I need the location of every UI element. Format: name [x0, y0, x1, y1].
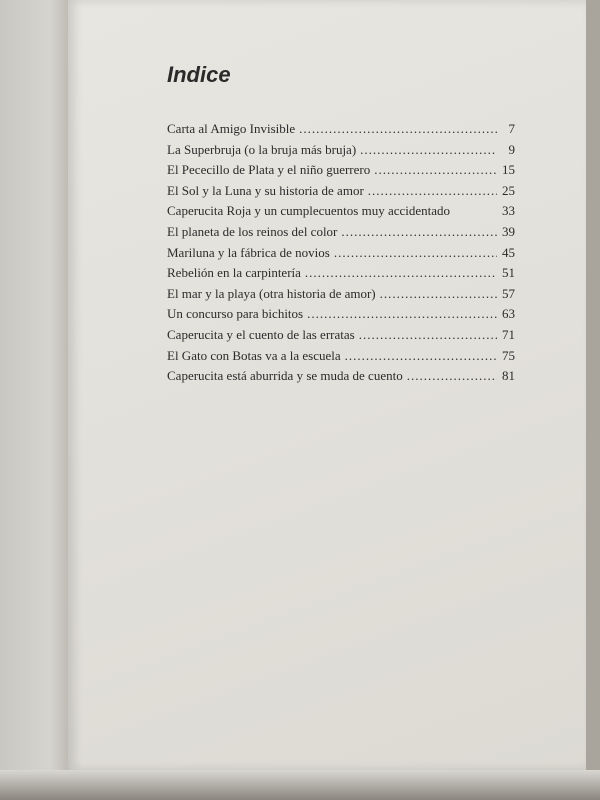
toc-entry: [167, 306, 515, 327]
entry-page: 63: [502, 306, 515, 322]
toc-entry: [167, 142, 515, 163]
dot-leader: [334, 245, 497, 261]
dot-leader: [345, 348, 497, 364]
toc-entry: [167, 162, 515, 183]
dot-leader: [407, 368, 497, 384]
dot-leader: [374, 162, 497, 178]
toc-entry: [167, 286, 515, 307]
entry-title: El Sol y la Luna y su historia de amor: [167, 182, 364, 198]
entry-page: 39: [502, 223, 515, 239]
entry-page: 75: [502, 347, 515, 363]
dot-leader: [380, 286, 497, 302]
toc-entry: [167, 327, 515, 348]
entry-title: Carta al Amigo Invisible: [167, 121, 296, 136]
entry-page: 45: [502, 244, 515, 260]
table-of-contents: [167, 121, 515, 389]
entry-page: 7: [508, 121, 515, 136]
entry-title: Rebelión en la carpintería: [167, 265, 301, 281]
entry-title: Caperucita está aburrida y se muda de cuento: [167, 368, 403, 384]
toc-entry: [167, 348, 515, 369]
toc-entry: [167, 203, 515, 224]
book-page: [68, 0, 586, 770]
entry-title: El Pececillo de Plata y el niño guerrero: [167, 162, 371, 178]
entry-page: 15: [502, 162, 515, 178]
dot-leader: [299, 121, 497, 137]
entry-title: La Superbruja (o la bruja más bruja): [167, 141, 357, 157]
dot-leader: [368, 183, 497, 199]
entry-page: 25: [502, 182, 515, 198]
page-bottom-edge: [0, 770, 600, 800]
dot-leader: [341, 224, 497, 240]
toc-entry: [167, 224, 515, 245]
dot-leader: [307, 306, 497, 322]
entry-page: 57: [502, 285, 515, 301]
dot-leader: [305, 265, 497, 281]
entry-page: 71: [502, 326, 515, 342]
entry-page: 33: [502, 203, 515, 219]
toc-entry: [167, 245, 515, 266]
entry-title: Caperucita Roja y un cumplecuentos muy accidentado: [167, 203, 451, 219]
entry-title: Mariluna y la fábrica de novios: [167, 244, 330, 260]
entry-page: 81: [502, 368, 515, 384]
toc-entry: [167, 183, 515, 204]
entry-page: 9: [508, 141, 515, 157]
adjacent-page: [0, 0, 72, 800]
entry-title: El planeta de los reinos del color: [167, 223, 338, 239]
toc-entry: [167, 121, 515, 142]
dot-leader: [360, 142, 497, 158]
entry-title: Caperucita y el cuento de las erratas: [167, 326, 355, 342]
background: [586, 0, 600, 800]
entry-page: 51: [502, 265, 515, 281]
toc-entry: [167, 265, 515, 286]
entry-title: El mar y la playa (otra historia de amor): [167, 285, 376, 301]
entry-title: El Gato con Botas va a la escuela: [167, 347, 341, 363]
toc-entry: [167, 368, 515, 389]
dot-leader: [359, 327, 497, 343]
entry-title: Un concurso para bichitos: [167, 306, 304, 322]
page-title: Indice: [167, 62, 231, 87]
